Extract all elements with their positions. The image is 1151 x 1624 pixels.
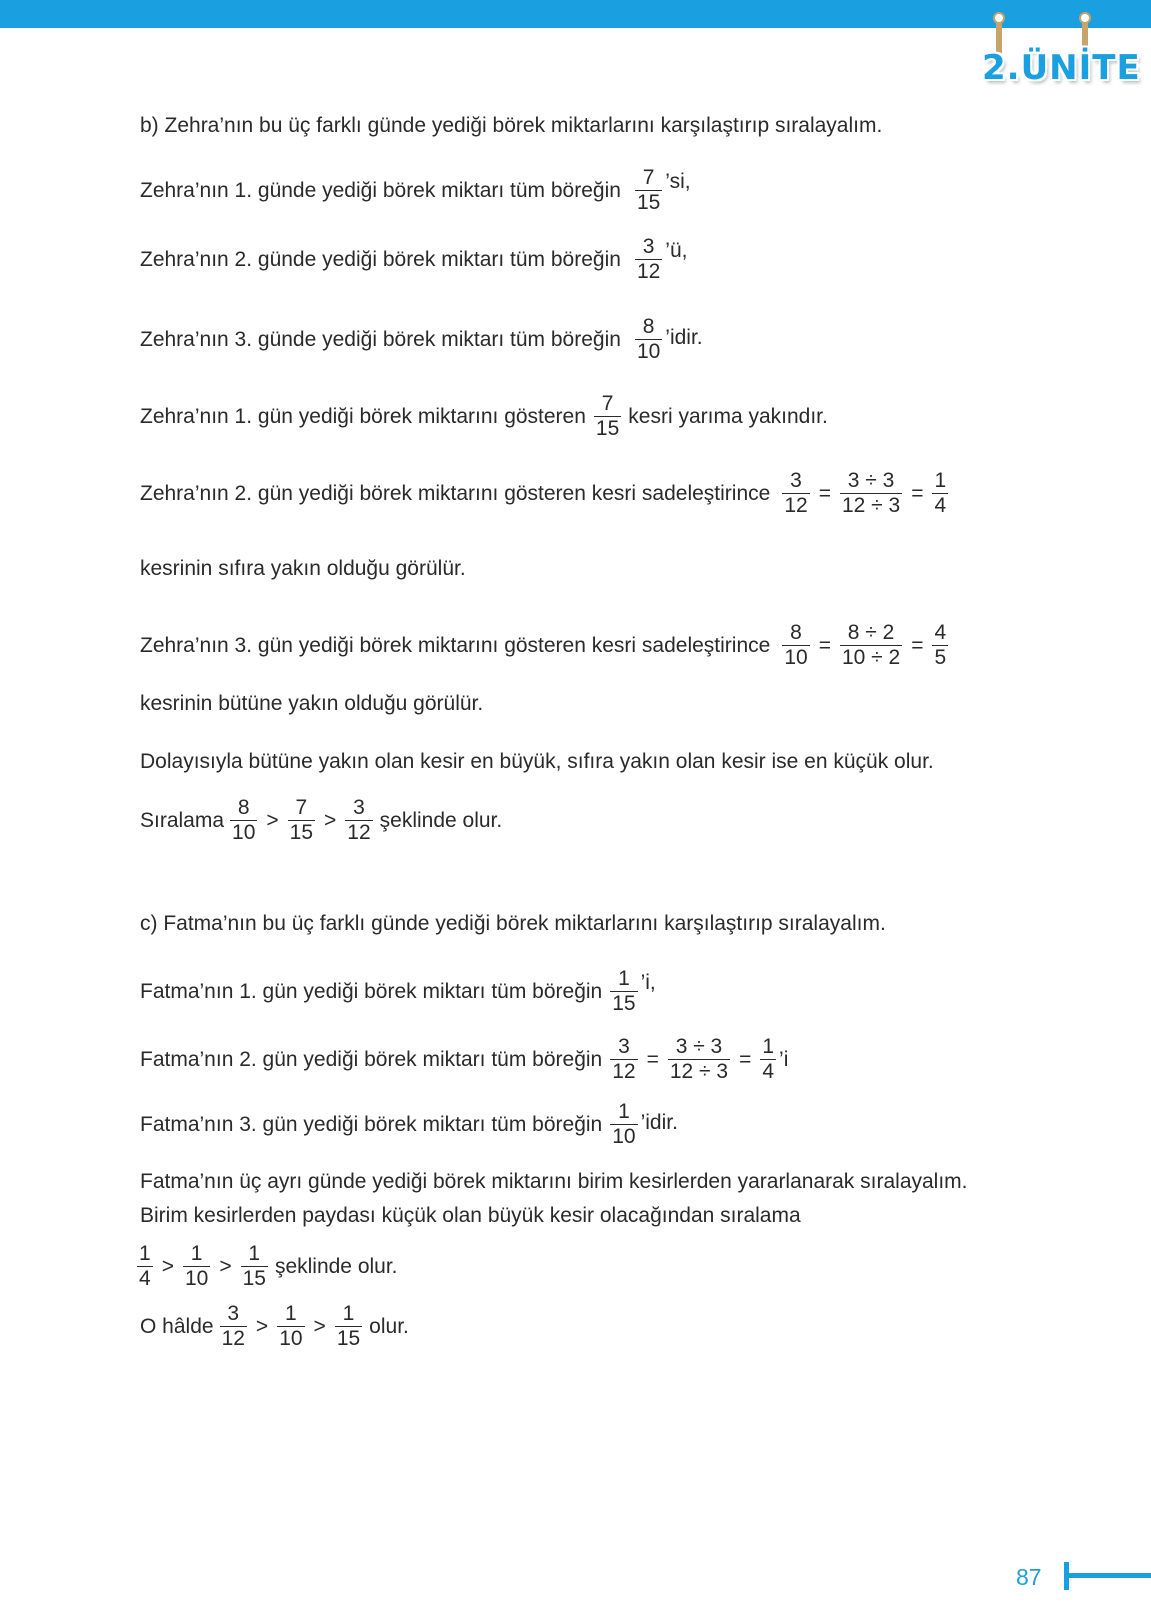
line-suffix: kesri yarıma yakındır. [628, 404, 828, 428]
fatma-day2-line [140, 1036, 788, 1083]
line-text: Fatma’nın 1. gün yediği börek miktarı tüm böreğin [140, 979, 603, 1003]
greater-than-sign: > [161, 1254, 174, 1278]
fatma-unit-order-line [140, 1243, 398, 1290]
equals-sign: = [911, 633, 924, 657]
fraction: $\frac{8}{10}$ [784, 621, 808, 669]
fraction: $\frac{1}{4}$ [762, 1035, 775, 1083]
line-text: Zehra’nın 2. gün yediği börek miktarını gösteren kesri sadeleştirince [140, 481, 771, 505]
fraction: $\frac{1}{10}$ [279, 1302, 303, 1350]
zehra-day1-line [140, 167, 691, 214]
unit-fraction-line-2: Birim kesirlerden paydası küçük olan büyük kesir olacağından sıralama [140, 1204, 801, 1227]
fraction: $\frac{3 \div 3}{12 \div 3}$ [841, 469, 901, 517]
equals-sign: = [646, 1047, 659, 1071]
equals-sign: = [739, 1047, 752, 1071]
line-suffix: ’i, [640, 970, 656, 994]
page-number: 87 [1016, 1564, 1042, 1590]
greater-than-sign: > [313, 1314, 326, 1338]
fatma-day1-line [140, 968, 656, 1015]
page-bar [1066, 1573, 1151, 1578]
section-c-intro: c) Fatma’nın bu üç farklı günde yediği börek miktarlarını karşılaştırıp sıralayalım. [140, 912, 886, 935]
fraction: $\frac{3}{12}$ [347, 796, 371, 844]
line-suffix: ’i [779, 1047, 789, 1071]
line-suffix: şeklinde olur. [379, 808, 503, 832]
greater-than-sign: > [266, 808, 279, 832]
equals-sign: = [818, 633, 831, 657]
fraction: $\frac{1}{15}$ [242, 1242, 266, 1290]
fraction: $\frac{4}{5}$ [934, 621, 947, 669]
zehra-simplify3-line [140, 622, 951, 669]
fraction: $\frac{7}{15}$ [636, 166, 661, 214]
fraction: $\frac{7}{15}$ [289, 796, 314, 844]
line-suffix: ’idir. [640, 1110, 678, 1134]
line-suffix: şeklinde olur. [274, 1254, 398, 1278]
fatma-day3-line [140, 1101, 678, 1148]
line-text: O hâlde [140, 1314, 214, 1338]
zehra-simplify2-line [140, 470, 951, 517]
fraction: $\frac{1}{4}$ [139, 1242, 151, 1290]
zehra-day2-line [140, 236, 687, 283]
fraction: $\frac{8}{10}$ [636, 315, 661, 363]
section-b-intro: b) Zehra’nın bu üç farklı günde yediği börek miktarlarını karşılaştırıp sıralayalım. [140, 114, 883, 137]
fraction: $\frac{1}{4}$ [934, 469, 947, 517]
greater-than-sign: > [219, 1254, 232, 1278]
fraction: $\frac{3 \div 3}{12 \div 3}$ [669, 1035, 729, 1083]
fraction: $\frac{3}{12}$ [636, 235, 661, 283]
conclusion-line: Dolayısıyla bütüne yakın olan kesir en büyük, sıfıra yakın olan kesir ise en küçük olur. [140, 750, 934, 773]
zehra-half-line [140, 393, 828, 440]
line-suffix: ’si, [665, 169, 691, 193]
fraction: $\frac{3}{12}$ [221, 1302, 245, 1350]
equals-sign: = [818, 481, 831, 505]
line-text: Zehra’nın 3. günde yediği börek miktarı tüm böreğin [140, 327, 621, 351]
fraction: $\frac{8}{10}$ [232, 796, 256, 844]
line-text: Fatma’nın 2. gün yediği börek miktarı tüm böreğin [140, 1047, 603, 1071]
fraction: $\frac{3}{12}$ [784, 469, 808, 517]
line-suffix: ’idir. [665, 325, 703, 349]
line-suffix: olur. [369, 1314, 409, 1338]
line-text: Fatma’nın 3. gün yediği börek miktarı tüm böreğin [140, 1112, 603, 1136]
fraction: $\frac{1}{15}$ [336, 1302, 361, 1350]
greater-than-sign: > [255, 1314, 269, 1338]
line-text: Zehra’nın 3. gün yediği börek miktarını gösteren kesri sadeleştirince [140, 633, 771, 657]
zehra-order-line [140, 797, 502, 844]
unit-badge-label: 2.ÜNİTE [982, 48, 1141, 88]
line-text: Sıralama [140, 808, 225, 832]
fraction: $\frac{1}{10}$ [612, 1100, 636, 1148]
fatma-final-line [140, 1303, 409, 1350]
fraction: $\frac{7}{15}$ [595, 392, 620, 440]
fraction: $\frac{8 \div 2}{10 \div 2}$ [841, 621, 901, 669]
zehra-day3-line [140, 316, 703, 363]
equals-sign: = [911, 481, 924, 505]
near-zero-line: kesrinin sıfıra yakın olduğu görülür. [140, 557, 466, 580]
unit-fraction-line-1: Fatma’nın üç ayrı günde yediği börek miktarını birim kesirlerden yararlanarak sıralayalım. [140, 1170, 968, 1193]
unit-badge [976, 14, 1141, 100]
greater-than-sign: > [324, 808, 337, 832]
near-whole-line: kesrinin bütüne yakın olduğu görülür. [140, 692, 484, 715]
line-text: Zehra’nın 1. günde yediği börek miktarı tüm böreğin [140, 178, 621, 202]
fraction: $\frac{1}{15}$ [612, 967, 636, 1015]
line-suffix: ’ü, [665, 238, 688, 262]
fraction: $\frac{3}{12}$ [612, 1035, 636, 1083]
line-text: Zehra’nın 2. günde yediği börek miktarı tüm böreğin [140, 247, 621, 271]
fraction: $\frac{1}{10}$ [184, 1242, 209, 1290]
line-text: Zehra’nın 1. gün yediği börek miktarını gösteren [140, 404, 586, 428]
